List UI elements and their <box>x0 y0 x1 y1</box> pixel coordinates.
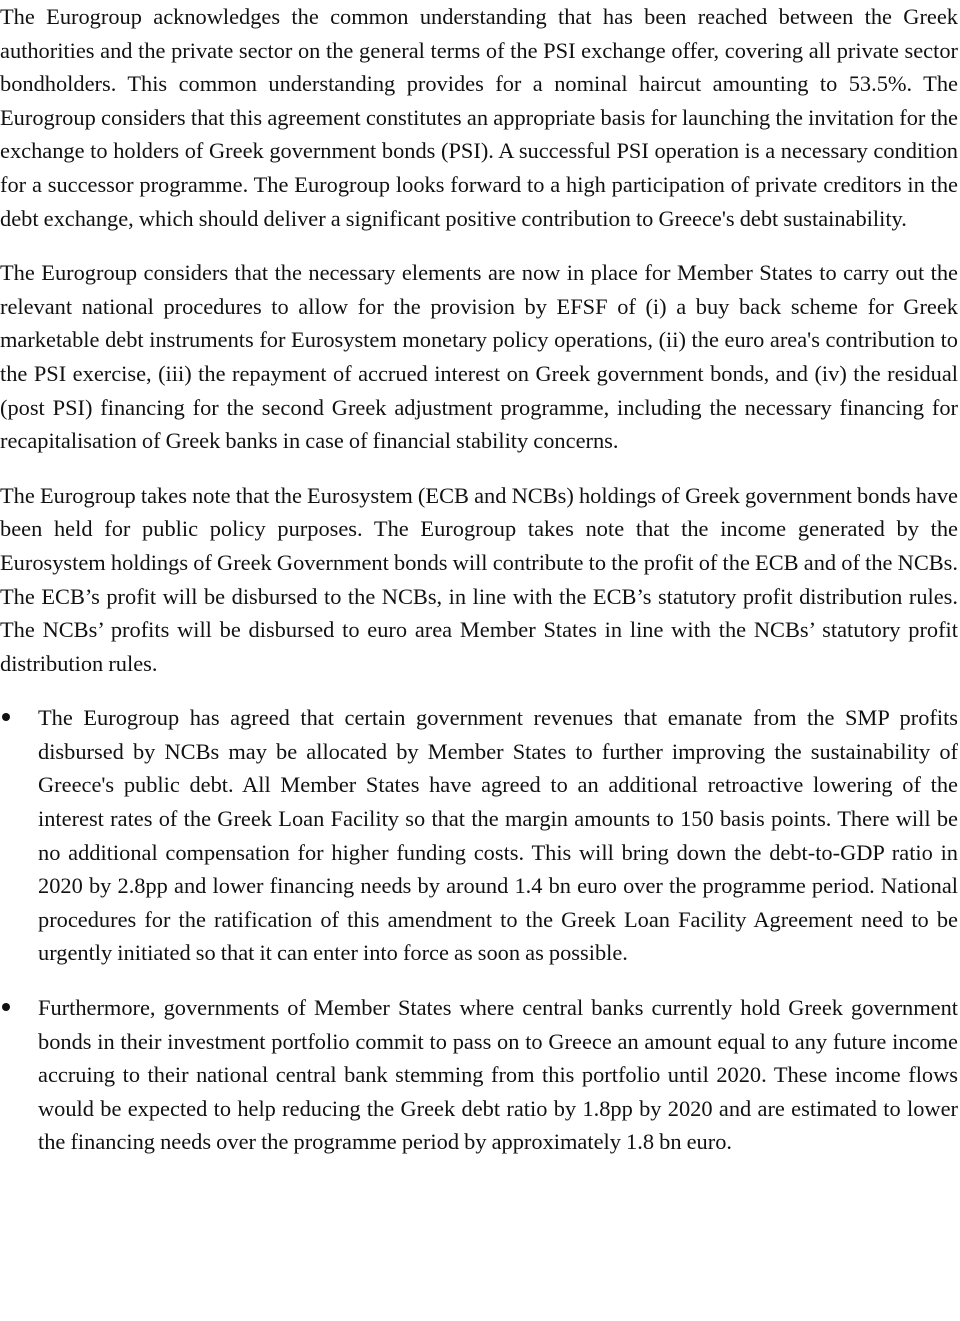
bullet-item-smp-profits <box>0 701 958 970</box>
bullet-text: Furthermore, governments of Member States where central banks currently hold Greek government bonds in their investment portfolio commit to pass on to Greece an amount equal to any future income accruing to their national central bank stemming from this portfolio until 2020. These income flows would be expected to help reducing the Greek debt ratio by 1.8pp by 2020 and are estimated to lower the financing needs over the programme period by approximately 1.8 bn euro. <box>38 995 958 1155</box>
bullet-list <box>0 701 958 1159</box>
bullet-icon <box>2 1003 10 1011</box>
bullet-text: The Eurogroup has agreed that certain government revenues that emanate from the SMP profits disbursed by NCBs may be allocated by Member States to further improving the sustainability of Greece's public debt. All Member States have agreed to an additional retroactive lowering of the interest rates of the Greek Loan Facility so that the margin amounts to 150 basis points. There will be no additional compensation for higher funding costs. This will bring down the debt-to-GDP ratio in 2020 by 2.8pp and lower financing needs by around 1.4 bn euro over the programme period. National procedures for the ratification of this amendment to the Greek Loan Facility Agreement need to be urgently initiated so that it can enter into force as soon as possible. <box>38 705 958 966</box>
paragraph-psi-understanding: The Eurogroup acknowledges the common understanding that has been reached between the Greek authorities and the private sector on the general terms of the PSI exchange offer, covering all private sector bondholders. This common understanding provides for a nominal haircut amounting to 53.5%. The Eurogroup considers that this agreement constitutes an appropriate basis for launching the invitation for the exchange to holders of Greek government bonds (PSI). A successful PSI operation is a necessary condition for a successor programme. The Eurogroup looks forward to a high participation of private creditors in the debt exchange, which should deliver a significant positive contribution to Greece's debt sustainability. <box>0 4 958 231</box>
paragraph-eurosystem-holdings: The Eurogroup takes note that the Eurosystem (ECB and NCBs) holdings of Greek government bonds have been held for public policy purposes. The Eurogroup takes note that the income generated by the Eurosystem holdings of Greek Government bonds will contribute to the profit of the ECB and of the NCBs. The ECB’s profit will be disbursed to the NCBs, in line with the ECB’s statutory profit distribution rules. The NCBs’ profits will be disbursed to euro area Member States in line with the NCBs’ statutory profit distribution rules. <box>0 482 958 676</box>
bullet-item-central-bank-income <box>0 991 958 1159</box>
bullet-icon <box>2 713 10 721</box>
paragraph-efsf-procedures: The Eurogroup considers that the necessary elements are now in place for Member States to carry out the relevant national procedures to allow for the provision by EFSF of (i) a buy back scheme for Greek marketable debt instruments for Eurosystem monetary policy operations, (ii) the euro area's contribution to the PSI exercise, (iii) the repayment of accrued interest on Greek government bonds, and (iv) the residual (post PSI) financing for the second Greek adjustment programme, including the necessary financing for recapitalisation of Greek banks in case of financial stability concerns. <box>0 260 958 454</box>
